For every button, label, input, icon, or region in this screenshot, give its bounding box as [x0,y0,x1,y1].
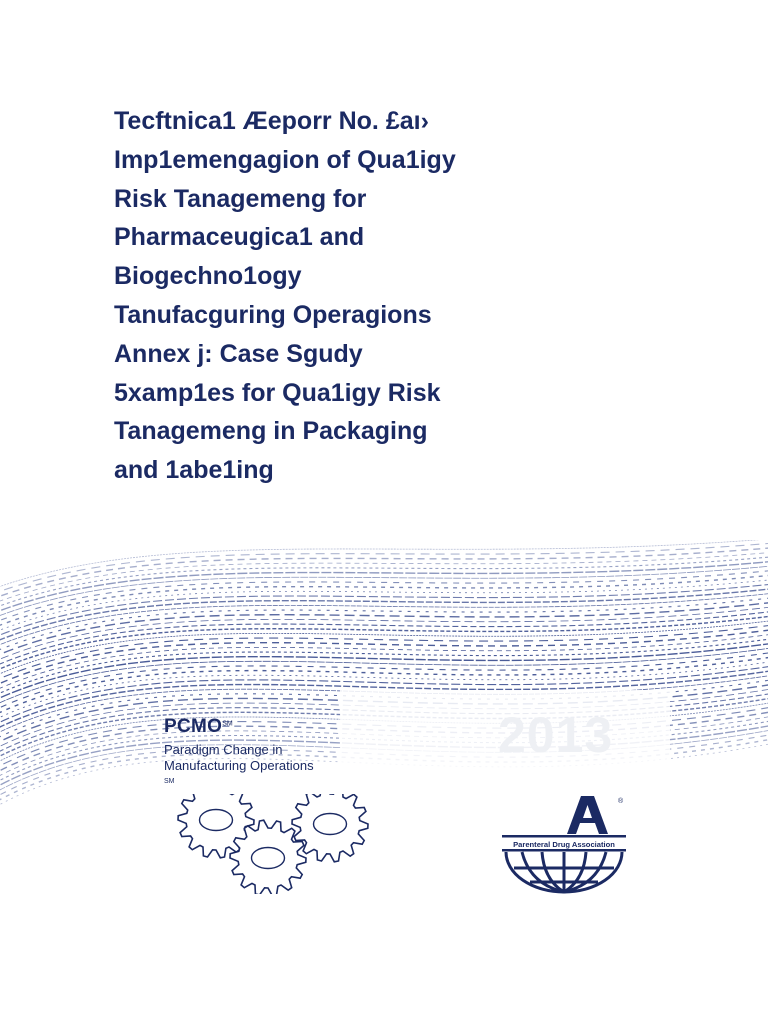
title-line: Tanagemeng in Packaging [114,417,428,446]
pcmo-tagline-text: Manufacturing Operations [164,758,314,773]
pcmo-tagline-line: Paradigm Change in [164,742,283,757]
three-gears-icon [160,794,392,894]
service-mark: SM [164,778,175,785]
title-line: Imp1emengagion of Qua1igy [114,145,456,174]
pda-letter-a-icon [567,796,608,834]
title-line: Pharmaceugica1 and [114,223,365,252]
title-line: and 1abe1ing [114,456,274,485]
pcmo-logo [164,716,404,790]
pcmo-tagline [164,742,404,790]
pda-logo [500,794,630,894]
pcmo-tagline-line [164,758,404,790]
pcmo-wordmark: PCMO [164,716,223,737]
year-watermark: 2013 [498,707,614,763]
title-line: Risk Tanagemeng for [114,184,367,213]
title-line: 5xamp1es for Qua1igy Risk [114,378,441,407]
title-line: Tecftnica1 Æeporr No. £aı› [114,107,429,135]
title-line: Biogechno1ogy [114,262,302,291]
report-title [114,102,534,490]
title-line: Tanufacguring Operagions [114,300,432,329]
registered-mark: ® [618,798,624,805]
service-mark: SM [222,720,233,728]
title-line: Annex j: Case Sgudy [114,339,363,368]
pda-name-label: Parenteral Drug Association [513,840,615,849]
